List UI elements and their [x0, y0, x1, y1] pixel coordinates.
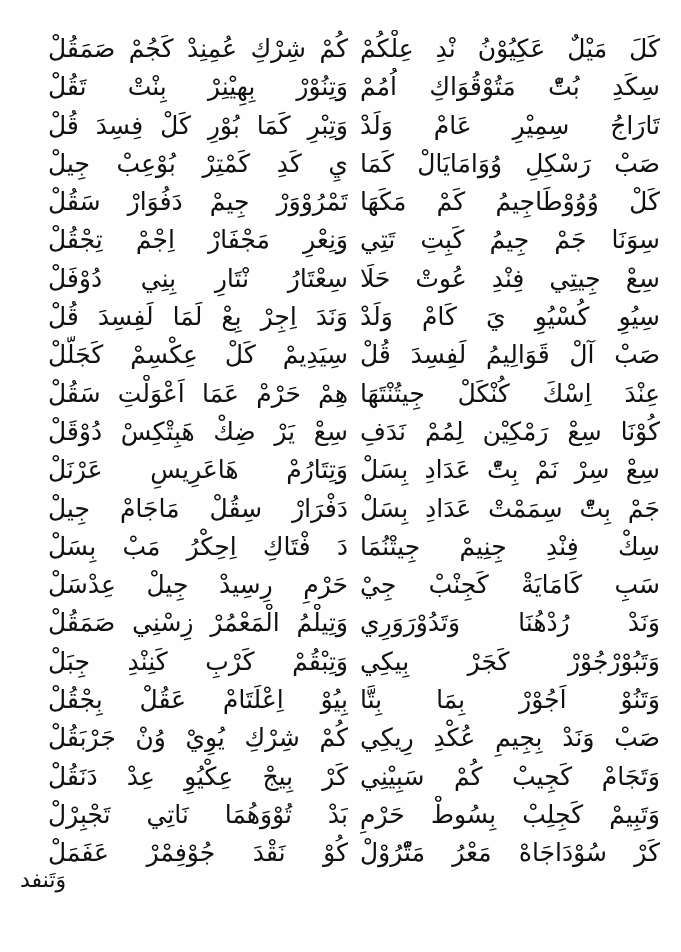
verse-line: كَلَ مَيْلٌ عَكِيُوْنُ نْدِ عِلْكُمْ	[360, 34, 660, 63]
verse-line: وَنَدَ اِجِرْ بِعْ لَمَا لَفِسِدَ قُلْ	[48, 302, 348, 332]
verse-line: هِمْ حَرْمْ عَمَا اَعْوَلْتِ سَقُلْ	[48, 378, 348, 408]
verse-line: سِعْ يَرْ ضِكْ هَبِتْكِسْ دُوْقَلْ	[48, 416, 348, 446]
verse-line: سِيَدِيمْ كَلْ عِكْسِمْ كَجَلَّلْ	[48, 340, 348, 370]
verse-line: كَرْ سُوْدَاجَاهْ مَعْرُ مَتّْرُوْلْ	[360, 838, 660, 868]
verse-line: كَلْ وُوُوْطَاجِيمُ كَمْ مَكَهَا	[360, 187, 660, 217]
verse-line: يِ كَدِ كَمْتِرْ بُوْعِبْ جِيلْ	[48, 148, 348, 178]
verse-line: وَتِنُوْرْ بِهِيْنِرْ بِنْتْ تَقُلْ	[48, 72, 348, 102]
verse-line: وَتَبِيمْ كَجِلِبْ بِسُوطْ حَرْمِ	[360, 799, 660, 829]
verse-line: كُمْ شِرْكِ يُوِيْ وُنْ جَرْبَقُلْ	[48, 723, 348, 753]
verse-line: وَتِبْرِ كَمَا بُوْرِ كَلْ فِسِدَ قُلْ	[48, 110, 348, 140]
verse-line: بِيُوْ اِعْلَتَامْ عَقُلْ بِجْقُلْ	[48, 685, 348, 715]
verse-line: وَتِتَارُمْ هَاعَرِيسِ عَرْنَلْ	[48, 455, 348, 485]
verse-line: سَبِ كَامَايَةْ كَجِنْبْ جِيْ	[360, 570, 660, 600]
verse-line: كُمْ شِرْكِ عُمِنِدْ كَجُمْ صَمَقُلْ	[48, 34, 348, 63]
right-verse-column	[360, 30, 660, 873]
verse-line: وَتَجَامْ كَجِيبْ كُمْ سَبِيْنِي	[360, 761, 660, 791]
verse-line: وَتِيلْمُ الْمَعْمُرْ زِسْنِي صَمَقُلْ	[48, 608, 348, 638]
verse-line: جَمْ بِتّْ سِمَمْتْ عَدَادِ بِسَلْ	[360, 493, 660, 523]
verse-line: سِوَنَا جَمْ جِيمُ كَبِتِ تَتِي	[360, 225, 660, 255]
verse-line: تَارَاجُ سِمِيْرِ عَامْ وَلَدْ	[360, 110, 660, 140]
verse-line: دَفْرَارْ سِقُلْ مَاجَامْ جِيلْ	[48, 493, 348, 523]
verse-line: بَدْ تُوْوَهُمَا نَاتِي تَجْبِرْلْ	[48, 799, 348, 829]
verse-line: حَرْمِ رِسِيدْ جِيلْ عِدْسَلْ	[48, 570, 348, 600]
verse-line: وَتِبْقُمْ كَرْبِ كَنِنْدِ جِبَلْ	[48, 646, 348, 676]
catchword: وَتَنفد	[20, 868, 67, 893]
verse-line: سِعْ سِرْ نَمْ بِتّْ عَدَادِ بِسَلْ	[360, 455, 660, 485]
verse-line: سِكْ فِنْدِ جِنِيمْ جِيتْنُمَا	[360, 531, 660, 561]
verse-line: صَبْ آلْ قَوَالِيمُ لَفِسِدَ قُلْ	[360, 340, 660, 370]
verse-line: صَبْ وَنَدْ بِجِيمِ عُكْدِ رِيكِي	[360, 723, 660, 753]
verse-line: سِعْ جِيتِي فِنْدِ عُوتْ حَلَا	[360, 263, 660, 293]
verse-line: سِيُوِ كُسْيُوِ يَ كَامْ وَلَدْ	[360, 302, 660, 332]
verse-line: وَنِعْرِ مَجْفَارْ اِجْمْ تِجْقُلْ	[48, 225, 348, 255]
verse-line: سِعْتَارُ نْتَارِ بِنِي دُوْفَلْ	[48, 263, 348, 293]
verse-line: عِنْدَ اِسْكَ كُنْكَلْ جِيتُنْتَهَا	[360, 378, 660, 408]
verse-line: كَرْ بِيجْ عِكْيُوِ عِدْ دَنَقُلْ	[48, 761, 348, 791]
verse-line: كُوْنَا سِعْ رَمْكِيْن لِمُمْ نَدَفِ	[360, 416, 660, 446]
verse-line: كُوْ نَقْدَ جُوْفِمْرْ عَفَمَلْ	[48, 838, 348, 868]
verse-line: وَنَدْ رُدْهُنَا وَتَدُوْرَوَرِي	[360, 608, 660, 638]
verse-line: صَبْ رَسْكِلِ وُوَامَايَالْ كَمَا	[360, 148, 660, 178]
verse-line: وَتَبُوْرْجُوْرْ كَجَرْ بِيكِي	[360, 646, 660, 676]
verse-line: دَ فْتَاكِ اِحِكْرُ مَبْ بِسَلْ	[48, 531, 348, 561]
left-verse-column	[48, 30, 348, 873]
verse-line: وَتَنُوْ اَجُوْرْ بِمَا بِتَّا	[360, 685, 660, 715]
verse-line: سِكَدِ بُتّْ مَتُوْقُوَاكِ اُمُمْ	[360, 72, 660, 102]
verse-line: تَمْرُوْوَرْ جِيمْ دَفُوَارْ سَقُلْ	[48, 187, 348, 217]
